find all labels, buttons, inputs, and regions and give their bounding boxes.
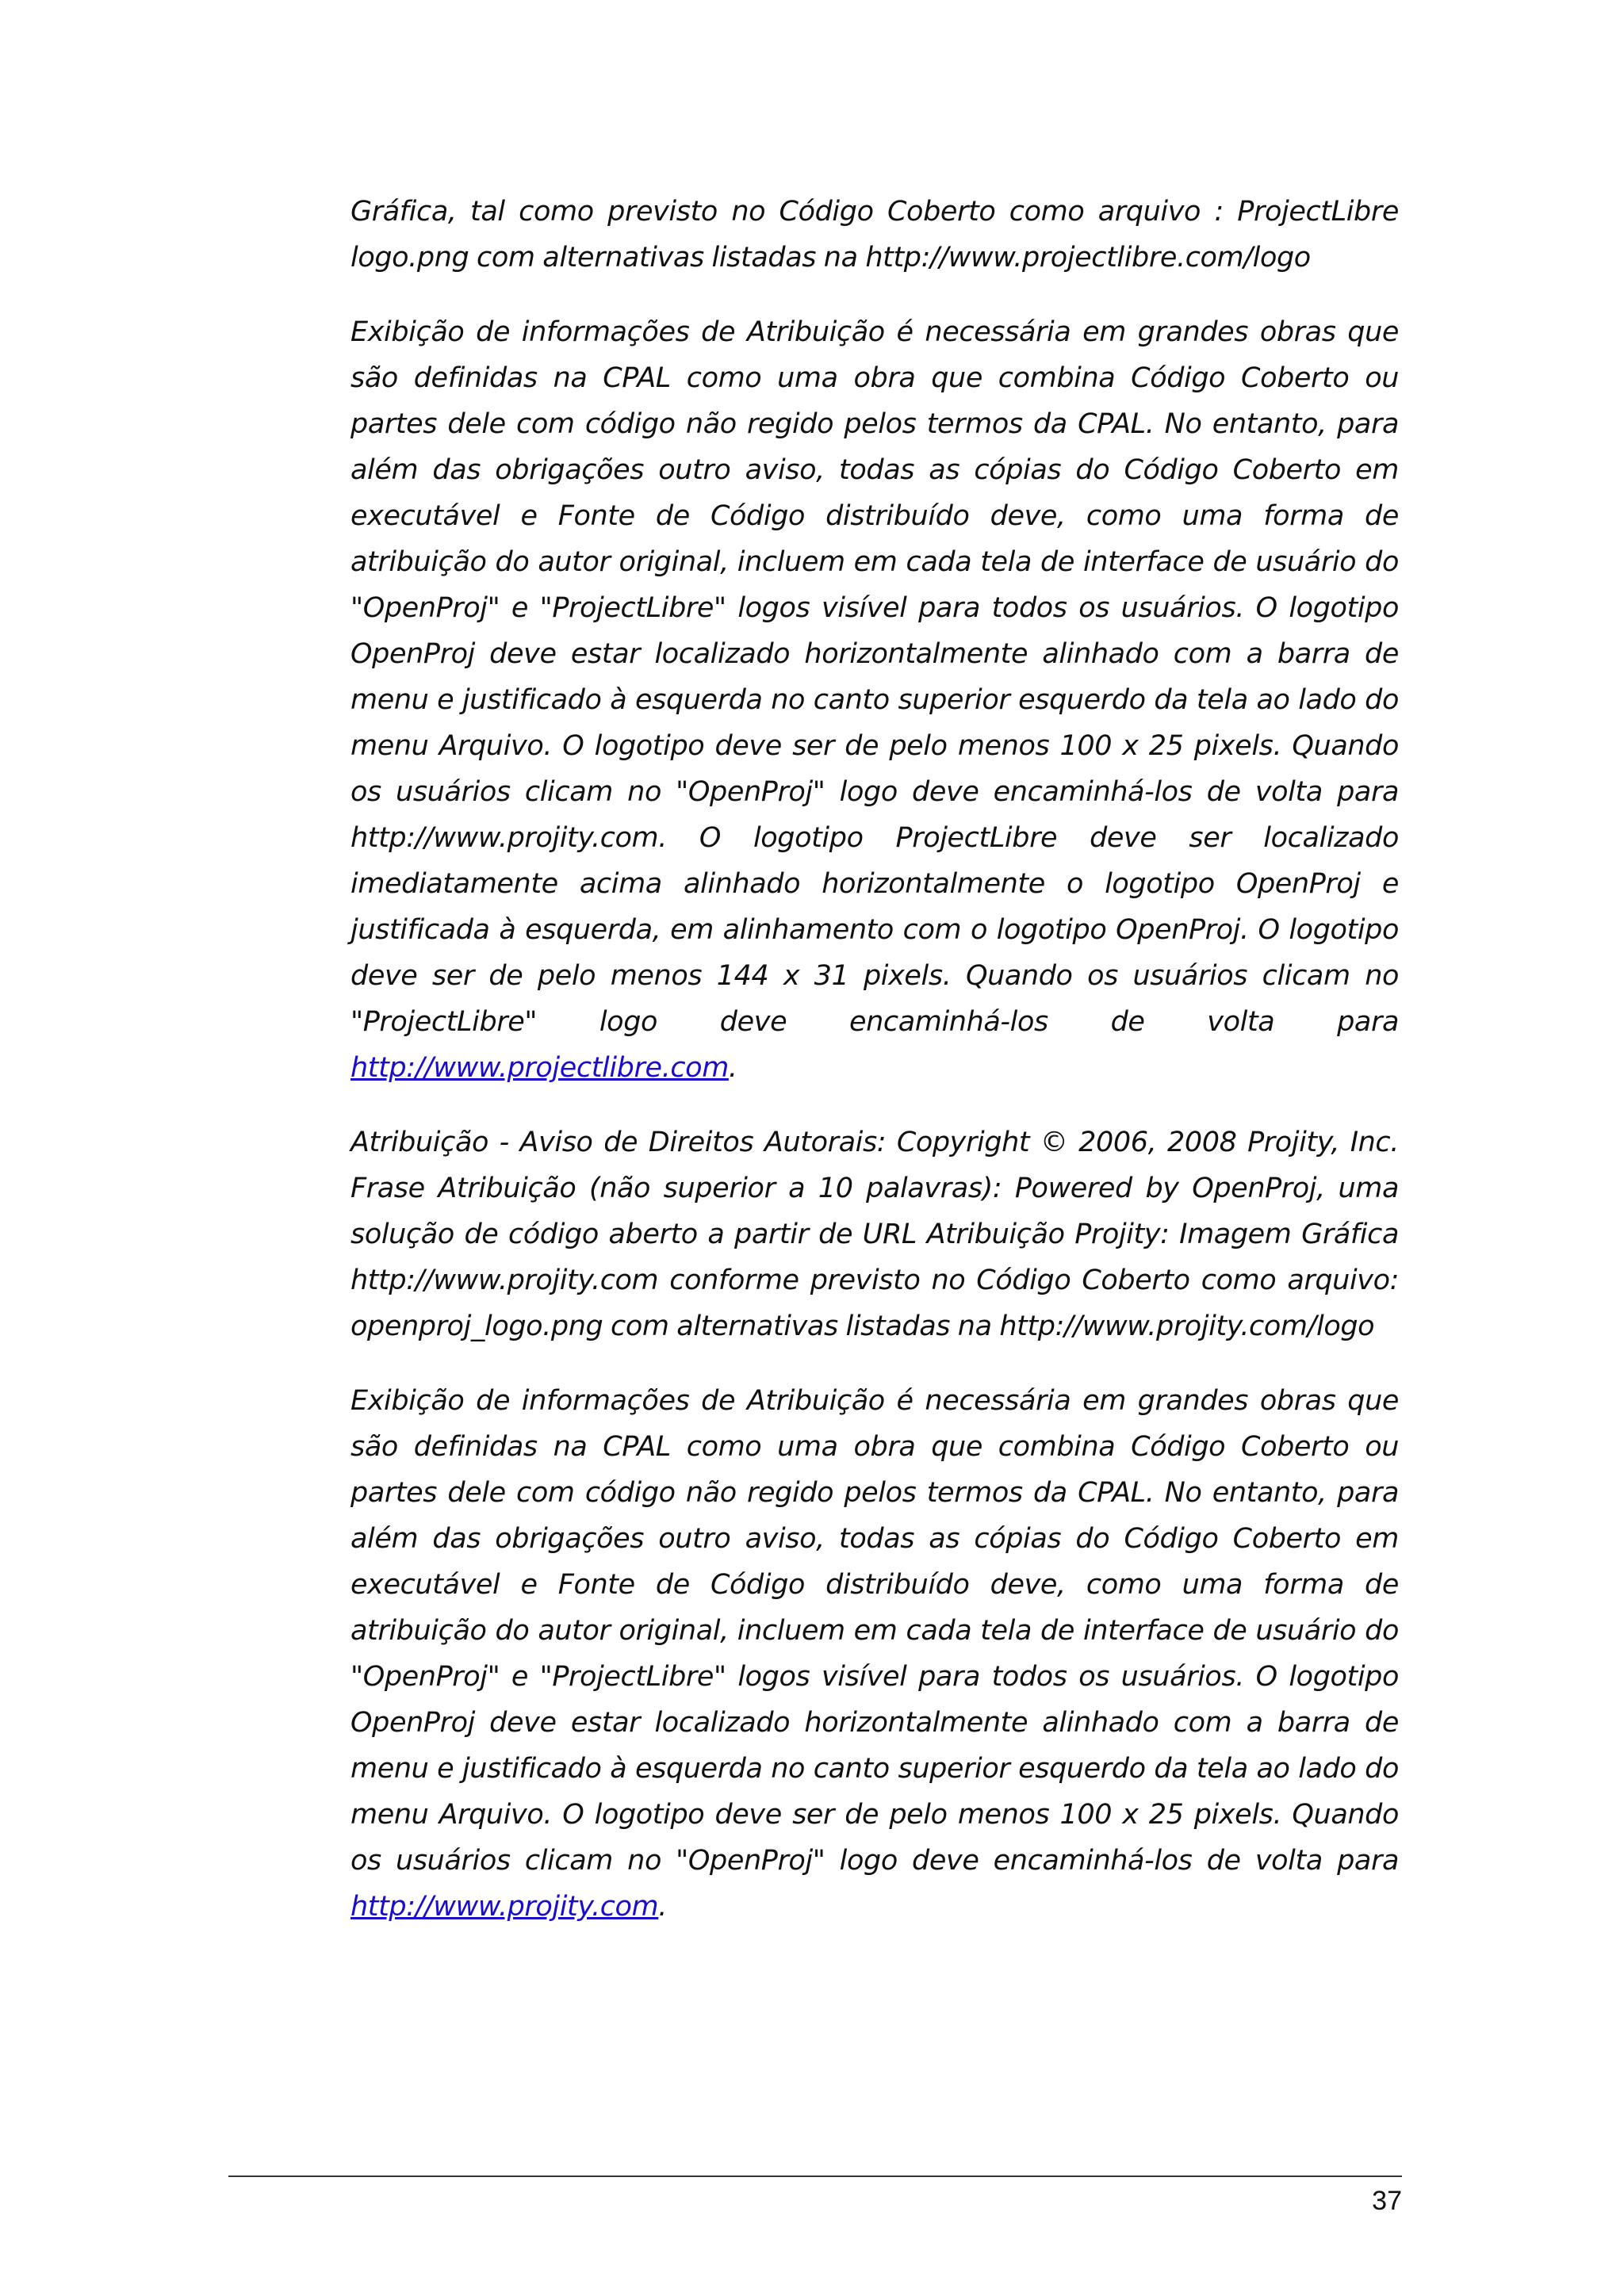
page-number: 37 <box>1372 2186 1402 2216</box>
projity-link[interactable]: http://www.projity.com <box>350 1891 659 1923</box>
paragraph-text: Gráfica, tal como previsto no Código Coberto como arquivo : ProjectLibre logo.png com alternativas listadas na http://www.projectlibre.com/logo <box>350 196 1399 274</box>
paragraph-tail: . <box>728 1052 737 1084</box>
footer-divider <box>228 2175 1402 2177</box>
paragraph-tail: . <box>658 1891 667 1923</box>
paragraph-graphic-logo <box>350 189 1399 281</box>
paragraph-attribution-display-projectlibre <box>350 309 1399 1091</box>
paragraph-attribution-copyright <box>350 1119 1399 1349</box>
paragraph-text: Exibição de informações de Atribuição é necessária em grandes obras que são definidas na CPAL como uma obra que combina Código Coberto ou partes dele com código não regido pelos termos da CPAL. No entanto, para além das obrigações outro aviso, todas as cópias do Código Coberto em executável e Fonte de Código distribuído deve, como uma forma de atribuição do autor original, incluem em cada tela de interface de usuário do "OpenProj" e "ProjectLibre" logos visível para todos os usuários. O logotipo OpenProj deve estar localizado horizontalmente alinhado com a barra de menu e justificado à esquerda no canto superior esquerdo da tela ao lado do menu Arquivo. O logotipo deve ser de pelo menos 100 x 25 pixels. Quando os usuários clicam no "OpenProj" logo deve encaminhá-los de volta para <box>350 1385 1399 1877</box>
paragraph-attribution-display-openproj <box>350 1378 1399 1930</box>
projectlibre-link[interactable]: http://www.projectlibre.com <box>350 1052 729 1084</box>
body-text <box>350 189 1399 1958</box>
paragraph-text: Atribuição - Aviso de Direitos Autorais: Copyright © 2006, 2008 Projity, Inc. Frase Atribuição (não superior a 10 palavras): Powered by OpenProj, uma solução de código aberto a partir de URL Atribuição Projity: Imagem Gráfica http://www.projity.com conforme previsto no Código Coberto como arquivo: openproj_logo.png com alternativas listadas na http://www.projity.com/logo <box>350 1127 1399 1342</box>
paragraph-text: Exibição de informações de Atribuição é necessária em grandes obras que são definidas na CPAL como uma obra que combina Código Coberto ou partes dele com código não regido pelos termos da CPAL. No entanto, para além das obrigações outro aviso, todas as cópias do Código Coberto em executável e Fonte de Código distribuído deve, como uma forma de atribuição do autor original, incluem em cada tela de interface de usuário do "OpenProj" e "ProjectLibre" logos visível para todos os usuários. O logotipo OpenProj deve estar localizado horizontalmente alinhado com a barra de menu e justificado à esquerda no canto superior esquerdo da tela ao lado do menu Arquivo. O logotipo deve ser de pelo menos 100 x 25 pixels. Quando os usuários clicam no "OpenProj" logo deve encaminhá-los de volta para http://www.projity.com. O logotipo ProjectLibre deve ser localizado imediatamente acima alinhado horizontalmente o logotipo OpenProj e justificada à esquerda, em alinhamento com o logotipo OpenProj. O logotipo deve ser de pelo menos 144 x 31 pixels. Quando os usuários clicam no "ProjectLibre" logo deve encaminhá-los de volta para <box>350 316 1399 1038</box>
